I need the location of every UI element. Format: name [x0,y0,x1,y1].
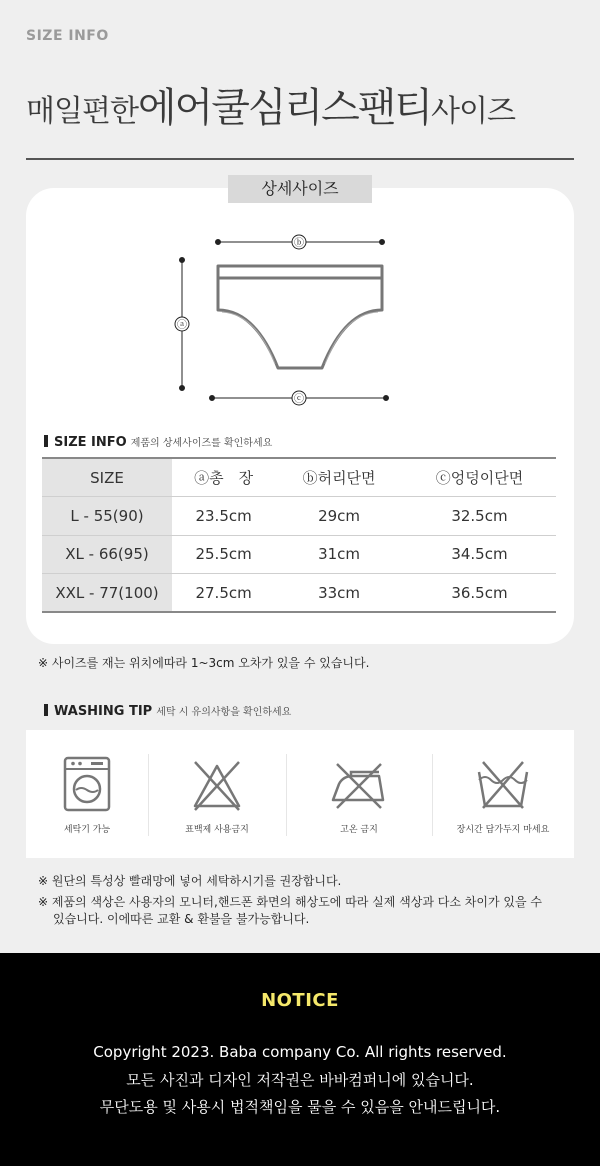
title-product-name: 에어쿨심리스팬티 [137,85,432,131]
size-info-heading-text: SIZE INFO [54,435,127,450]
washing-heading-text: WASHING TIP [54,704,153,719]
no-high-temp-iron-icon [329,756,389,812]
washing-item-label: 세탁기 가능 [63,825,111,835]
washing-item [148,730,286,858]
size-table [42,457,556,613]
size-info-heading [44,434,272,450]
title-suffix: 사이즈 [431,94,515,129]
table-cell: 34.5cm [403,535,556,574]
washing-item [26,730,148,858]
table-cell: 36.5cm [403,574,556,613]
table-cell: 31cm [275,535,403,574]
heading-bar [44,704,48,716]
label-b: ⓑ [294,238,304,249]
column-header: ⓒ엉덩이단면 [403,458,556,497]
footer-line: 모든 사진과 디자인 저작권은 바바컴퍼니에 있습니다. [126,1071,474,1089]
notice-title: NOTICE [261,990,339,1011]
copyright-text: Copyright 2023. Baba company Co. All rights reserved. [93,1043,507,1061]
washing-note: 있습니다. 이에따른 교환 & 환불을 불가능합니다. [53,912,310,926]
table-cell: 32.5cm [403,497,556,536]
size-info-subheading: 제품의 상세사이즈를 확인하세요 [130,438,273,449]
washing-item [286,730,432,858]
column-header: ⓑ허리단면 [275,458,403,497]
panty-diagram [160,228,400,408]
page-title [26,76,586,133]
washing-item-label: 고온 금지 [340,825,378,835]
washing-note: ※ 제품의 색상은 사용자의 모니터,핸드폰 화면의 해상도에 따라 실제 색상과 다소 차이가 있을 수 [38,895,542,909]
table-row [42,497,556,536]
table-cell: 23.5cm [172,497,275,536]
washing-item-label: 표백제 사용금지 [185,825,249,835]
column-header: SIZE [42,458,172,497]
table-row [42,574,556,613]
table-cell: 27.5cm [172,574,275,613]
size-error-note: ※ 사이즈를 재는 위치에따라 1~3cm 오차가 있을 수 있습니다. [38,656,370,670]
card-tab-label: 상세사이즈 [228,175,372,203]
title-divider [26,158,574,160]
label-a: ⓐ [177,320,187,331]
washing-note: ※ 원단의 특성상 빨래망에 넣어 세탁하시기를 권장합니다. [38,874,342,888]
size-info-label: SIZE INFO [26,28,109,44]
panty-outline [218,266,382,368]
table-cell: XL - 66(95) [42,535,172,574]
table-header-row [42,458,556,497]
washing-item [432,730,574,858]
table-cell: 29cm [275,497,403,536]
washing-tips-panel [26,730,574,858]
table-cell: L - 55(90) [42,497,172,536]
no-long-soak-icon [475,756,531,812]
washing-tip-heading [44,703,291,719]
heading-bar [44,435,48,447]
table-cell: 33cm [275,574,403,613]
table-cell: 25.5cm [172,535,275,574]
washing-subheading: 세탁 시 유의사항을 확인하세요 [156,707,292,718]
no-bleach-icon [191,756,243,812]
label-c: ⓒ [294,394,304,405]
washing-machine-icon [61,756,113,812]
title-prefix: 매일편한 [26,94,138,129]
table-row [42,535,556,574]
column-header: ⓐ총 장 [172,458,275,497]
footer-line: 무단도용 및 사용시 법적책임을 물을 수 있음을 안내드립니다. [99,1098,501,1116]
washing-item-label: 장시간 담가두지 마세요 [456,825,550,835]
table-cell: XXL - 77(100) [42,574,172,613]
